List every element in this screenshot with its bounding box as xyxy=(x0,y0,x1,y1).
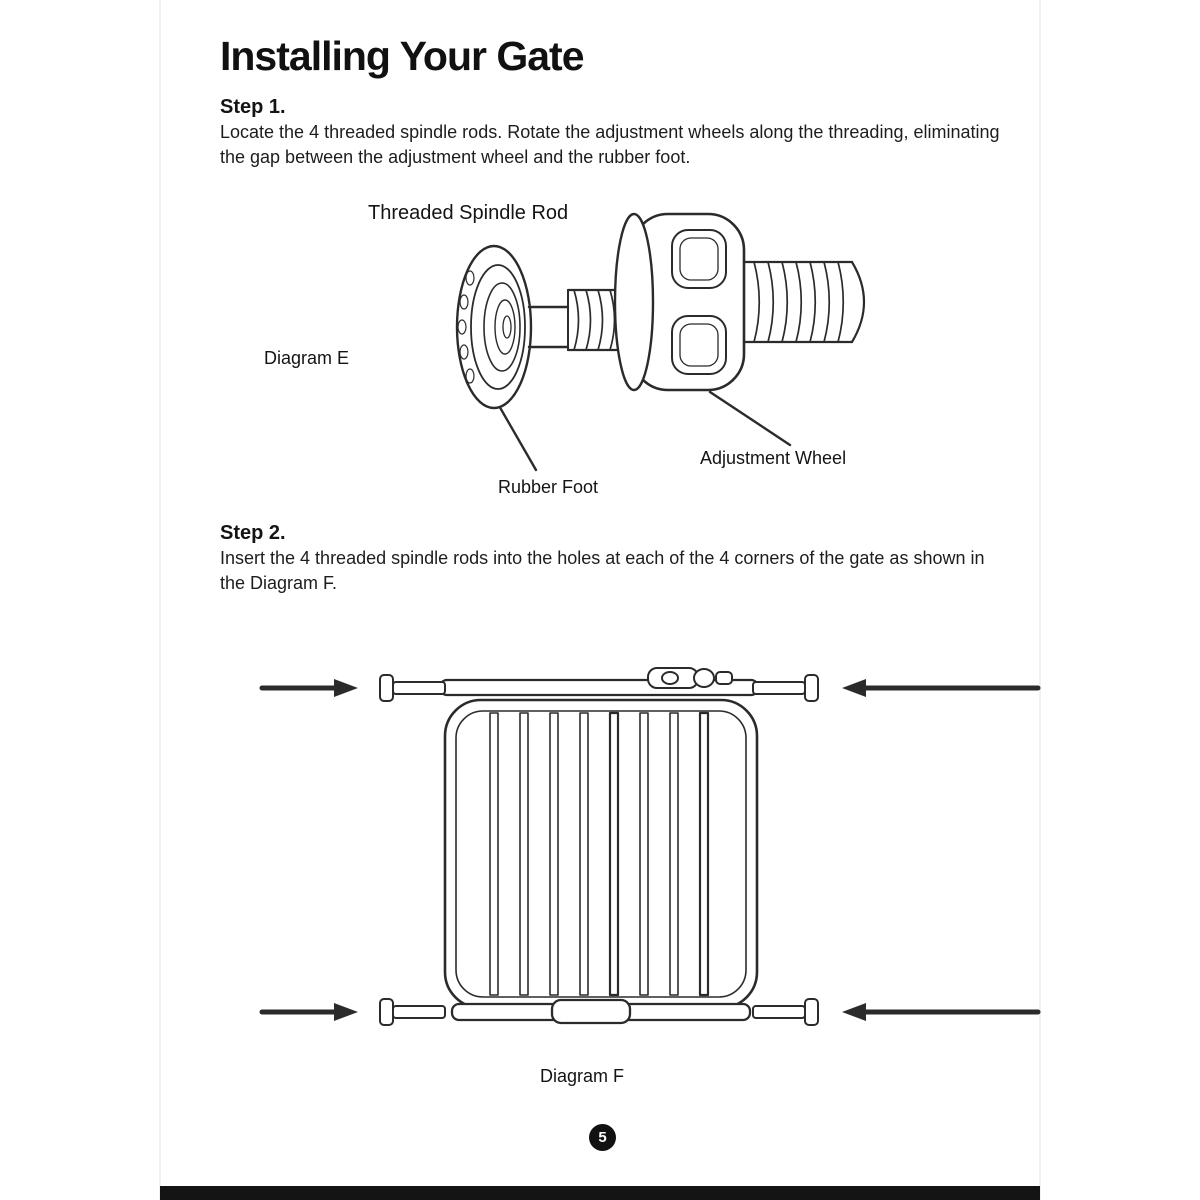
diagram-f-figure xyxy=(240,660,1060,1060)
page-number-badge xyxy=(589,1124,616,1151)
page-edge-left xyxy=(159,0,161,1200)
page-number: 5 xyxy=(598,1129,607,1146)
adjustment-wheel-leader-line xyxy=(710,392,790,445)
arrow-bottom-right-icon xyxy=(842,1003,1038,1021)
rubber-foot-shape xyxy=(457,246,531,408)
callout-adjustment-wheel: Adjustment Wheel xyxy=(700,448,847,468)
arrow-bottom-left-icon xyxy=(262,1003,358,1021)
arrow-top-right-icon xyxy=(842,679,1038,697)
arrow-top-left-icon xyxy=(262,679,358,697)
callout-rubber-foot: Rubber Foot xyxy=(498,477,599,497)
step-2-body: Insert the 4 threaded spindle rods into the holes at each of the 4 corners of the gate as shown in the Diagram F. xyxy=(220,548,985,593)
step-2-heading: Step 2. xyxy=(220,522,286,544)
gate-illustration xyxy=(240,660,1060,1060)
spindle-rod-bottom-right xyxy=(753,999,818,1025)
page-title: Installing Your Gate xyxy=(220,33,584,79)
threaded-section-right xyxy=(744,262,864,342)
footer-bar xyxy=(160,1186,1040,1200)
adjustment-wheel-shape xyxy=(615,214,744,390)
diagram-f-caption: Diagram F xyxy=(540,1066,625,1086)
rubber-foot-leader-line xyxy=(498,404,536,470)
spindle-shaft xyxy=(529,307,568,347)
diagram-e-label: Diagram E xyxy=(264,348,350,368)
spindle-rod-bottom-left xyxy=(380,999,445,1025)
gate-bottom-plate xyxy=(552,1000,630,1023)
spindle-rod-top-left xyxy=(380,675,445,701)
callout-threaded-spindle-rod: Threaded Spindle Rod xyxy=(368,202,569,224)
step-1-heading: Step 1. xyxy=(220,96,286,118)
step-1-body: Locate the 4 threaded spindle rods. Rotate the adjustment wheels along the threading, eliminating the gap between the adjustment wheel and the rubber foot. xyxy=(220,122,1000,167)
spindle-rod-top-right xyxy=(753,675,818,701)
